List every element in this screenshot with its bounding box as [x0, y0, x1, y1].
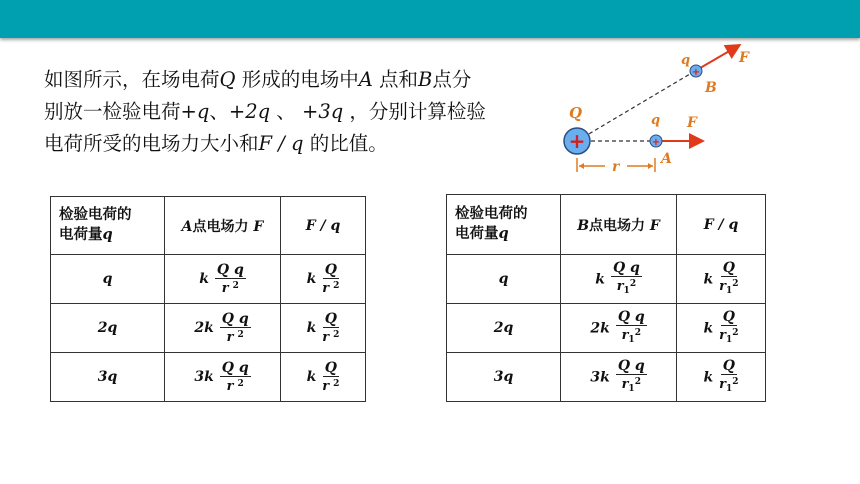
label-q-b: q — [681, 53, 691, 68]
header-force — [165, 197, 281, 255]
header-text: 检验电荷的 — [455, 206, 528, 222]
numerator: Q q — [617, 357, 645, 374]
label-q-source: Q — [569, 104, 583, 122]
den-exp: 2 — [629, 278, 637, 289]
header-var: q — [498, 225, 509, 242]
fraction — [719, 358, 738, 397]
cell-force — [165, 353, 281, 402]
header-text: 电荷量 — [455, 226, 499, 242]
charge-value: 2q — [493, 320, 514, 336]
title-bar — [0, 0, 860, 38]
den-exp: 2 — [333, 379, 340, 389]
den-sub: 1 — [628, 334, 635, 345]
plus-sign: + — [651, 137, 661, 148]
plus-sign: + — [568, 129, 586, 153]
cell-charge — [447, 353, 561, 402]
den-var: r — [719, 278, 727, 294]
text-segment: 形成的电场中 — [235, 68, 359, 91]
text-segment: 别放一检验电荷 — [44, 100, 181, 123]
cell-force — [561, 353, 677, 402]
field-diagram — [555, 42, 755, 182]
denominator — [322, 279, 339, 296]
den-exp: 2 — [634, 376, 641, 387]
cell-ratio — [280, 255, 365, 304]
separator: 、 — [209, 100, 229, 123]
fraction — [616, 309, 647, 348]
den-var: r — [221, 281, 229, 296]
den-exp: 2 — [333, 330, 340, 340]
den-exp: 2 — [333, 281, 340, 291]
table-row — [51, 255, 366, 304]
coef: k — [306, 369, 317, 385]
den-var: r — [322, 330, 330, 345]
coef: k — [595, 271, 605, 287]
den-sub: 1 — [623, 285, 630, 296]
table-row — [447, 304, 766, 353]
numerator: Q — [324, 311, 337, 327]
cell-charge — [447, 255, 561, 304]
coef: k — [199, 271, 209, 287]
fraction — [719, 309, 738, 348]
cell-ratio — [280, 353, 365, 402]
ratio-f-over-q: F / q — [258, 132, 304, 155]
numerator: Q — [722, 308, 735, 325]
label-a: A — [661, 151, 672, 167]
coef: k — [306, 271, 317, 287]
header-var: F — [253, 218, 264, 235]
cell-force — [561, 255, 677, 304]
header-var: F — [649, 217, 660, 234]
point-b-label: B — [418, 68, 433, 91]
header-ratio — [280, 197, 365, 255]
charge-2: +2q — [228, 100, 271, 123]
cell-ratio — [677, 255, 766, 304]
den-var: r — [719, 327, 727, 343]
den-var: r — [719, 376, 727, 392]
denominator — [222, 279, 239, 296]
den-var: r — [226, 330, 234, 345]
label-q-a: q — [651, 113, 661, 128]
denominator — [322, 377, 339, 394]
coef: 2k — [194, 320, 214, 336]
den-var: r — [616, 278, 624, 294]
numerator: Q q — [221, 311, 249, 327]
separator: 、 — [270, 100, 302, 123]
den-sub: 1 — [726, 334, 733, 345]
numerator: Q q — [216, 262, 244, 278]
text-segment: 的比值。 — [303, 132, 388, 155]
coef: 3k — [194, 369, 214, 385]
fraction — [322, 262, 339, 296]
denominator — [227, 328, 244, 345]
den-exp: 2 — [732, 376, 739, 387]
text-segment: 点和 — [372, 68, 419, 91]
numerator: Q — [324, 360, 337, 376]
table-header-row — [447, 195, 766, 255]
denominator — [227, 377, 244, 394]
fraction — [611, 260, 642, 299]
label-r: r — [612, 159, 620, 175]
charge-value: 3q — [97, 369, 118, 385]
cell-force — [561, 304, 677, 353]
text-segment: 电荷所受的电场力大小和 — [44, 132, 259, 155]
force-arrow-b — [695, 46, 738, 71]
cell-charge — [51, 255, 165, 304]
denominator — [719, 326, 738, 348]
dim-arrow-right — [648, 163, 653, 169]
table-header-row — [51, 197, 366, 255]
header-text: 点电场力 — [192, 218, 254, 235]
dim-arrow-left — [579, 163, 584, 169]
den-sub: 1 — [726, 285, 733, 296]
header-text: 点电场力 — [589, 217, 650, 234]
den-exp: 2 — [634, 327, 641, 338]
coef: k — [703, 271, 714, 287]
header-force — [561, 195, 677, 255]
table-row — [51, 304, 366, 353]
point-a-label: A — [358, 68, 373, 91]
label-b: B — [705, 80, 717, 96]
cell-charge — [51, 304, 165, 353]
label-f-b: F — [739, 50, 749, 66]
charge-value: 2q — [97, 320, 118, 336]
header-charge — [447, 195, 561, 255]
label-f-a: F — [687, 115, 697, 131]
cell-force — [165, 304, 281, 353]
denominator — [617, 277, 636, 299]
table-row — [51, 353, 366, 402]
fraction — [220, 311, 251, 345]
charge-value: q — [498, 271, 509, 287]
table-point-b — [446, 194, 766, 402]
numerator: Q — [324, 262, 337, 278]
problem-text — [44, 64, 524, 160]
header-text: 电荷量 — [59, 227, 103, 243]
den-sub: 1 — [628, 383, 635, 394]
denominator — [622, 326, 641, 348]
den-var: r — [621, 327, 629, 343]
fraction — [215, 262, 246, 296]
charge-3: +3q — [302, 100, 344, 123]
charge-1: +q — [180, 100, 210, 123]
numerator: Q q — [221, 360, 249, 376]
numerator: Q q — [612, 259, 640, 276]
denominator — [322, 328, 339, 345]
coef: 2k — [590, 320, 610, 336]
charge-value: q — [102, 271, 113, 287]
table-point-a — [50, 196, 366, 402]
fraction — [616, 358, 647, 397]
cell-charge — [447, 304, 561, 353]
den-exp: 2 — [237, 330, 244, 340]
denominator — [719, 277, 738, 299]
header-charge — [51, 197, 165, 255]
header-text: F / q — [703, 216, 739, 233]
den-exp: 2 — [732, 327, 739, 338]
den-var: r — [322, 281, 330, 296]
header-var: B — [577, 217, 590, 234]
den-exp: 2 — [232, 281, 239, 291]
cell-charge — [51, 353, 165, 402]
coef: k — [703, 320, 714, 336]
header-var: A — [181, 218, 193, 235]
var-q-source: Q — [219, 68, 236, 91]
fraction — [220, 360, 251, 394]
den-sub: 1 — [726, 383, 733, 394]
text-segment: ，分别计算检验 — [343, 100, 486, 123]
numerator: Q q — [617, 308, 645, 325]
numerator: Q — [722, 259, 735, 276]
plus-sign: + — [691, 67, 701, 78]
coef: k — [306, 320, 317, 336]
den-var: r — [322, 379, 330, 394]
fraction — [322, 311, 339, 345]
table-row — [447, 353, 766, 402]
den-var: r — [226, 379, 234, 394]
fraction — [719, 260, 738, 299]
cell-force — [165, 255, 281, 304]
den-exp: 2 — [732, 278, 739, 289]
fraction — [322, 360, 339, 394]
text-segment: 点分 — [432, 68, 472, 91]
denominator — [622, 375, 641, 397]
den-var: r — [621, 376, 629, 392]
coef: k — [703, 369, 714, 385]
charge-value: 3q — [493, 369, 514, 385]
numerator: Q — [722, 357, 735, 374]
cell-ratio — [677, 304, 766, 353]
coef: 3k — [590, 369, 610, 385]
text-segment: 如图所示，在场电荷 — [44, 68, 220, 91]
table-row — [447, 255, 766, 304]
line-q-to-b — [577, 71, 695, 141]
header-text: F / q — [305, 217, 341, 234]
header-var: q — [102, 226, 113, 243]
cell-ratio — [677, 353, 766, 402]
cell-ratio — [280, 304, 365, 353]
header-text: 检验电荷的 — [59, 207, 132, 223]
denominator — [719, 375, 738, 397]
den-exp: 2 — [237, 379, 244, 389]
header-ratio — [677, 195, 766, 255]
